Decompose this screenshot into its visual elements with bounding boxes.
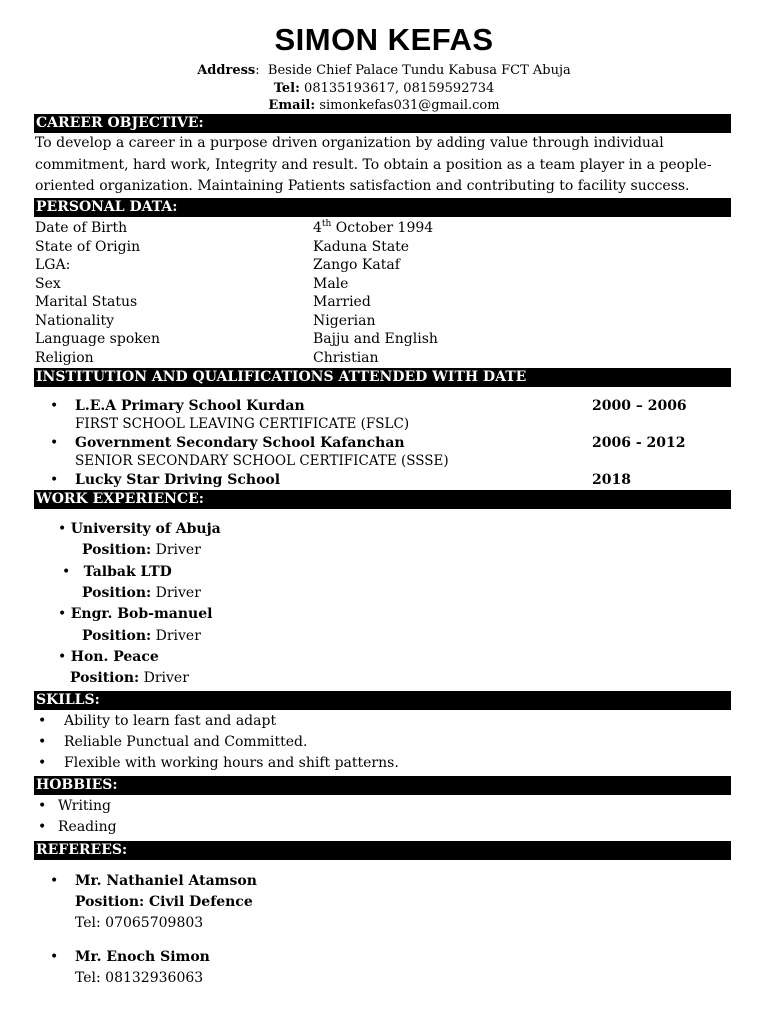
school-name: Lucky Star Driving School — [75, 472, 281, 488]
work-employer — [58, 519, 221, 540]
email-value[interactable]: simonkefas031@gmail.com — [319, 98, 500, 113]
work-employer — [58, 647, 159, 668]
referee-bullet — [50, 871, 58, 892]
position-label: Position: — [82, 542, 152, 558]
referee-name: Mr. Enoch Simon — [75, 949, 210, 965]
position-label: Position: — [82, 585, 152, 601]
bullet-icon: • — [38, 713, 47, 729]
personal-row — [35, 238, 725, 257]
certificate-name: FIRST SCHOOL LEAVING CERTIFICATE (FSLC) — [75, 416, 410, 432]
referee-name: Mr. Nathaniel Atamson — [75, 873, 257, 889]
career-line: To develop a career in a purpose driven organization by adding value through individual — [35, 135, 664, 151]
skill-text: Flexible with working hours and shift patterns. — [64, 755, 399, 771]
work-position — [82, 583, 201, 604]
personal-value: Bajju and English — [313, 331, 438, 347]
bullet-icon: • — [50, 398, 59, 414]
personal-value: Nigerian — [313, 312, 376, 329]
employer-name: University of Abuja — [70, 521, 221, 537]
personal-value: Male — [313, 275, 349, 292]
personal-value: Kaduna State — [313, 238, 410, 255]
bullet-icon: • — [50, 873, 59, 889]
personal-value: Christian — [313, 349, 379, 366]
referees-heading: REFEREES: — [34, 841, 731, 860]
email-line — [0, 97, 768, 115]
position-label: Position: — [82, 628, 152, 644]
school-date: 2018 — [592, 472, 631, 488]
school-date: 2000 – 2006 — [592, 398, 687, 414]
bullet-icon: • — [38, 734, 47, 750]
employer-name: Talbak LTD — [83, 564, 172, 580]
bullet-icon: • — [58, 649, 67, 665]
education-heading: INSTITUTION AND QUALIFICATIONS ATTENDED WITH DATE — [34, 368, 731, 387]
skills-heading: SKILLS: — [34, 691, 731, 710]
education-item — [50, 434, 730, 453]
bullet-icon: • — [62, 564, 71, 580]
education-item — [50, 471, 730, 490]
bullet-icon: • — [38, 819, 47, 835]
skill-text: Ability to learn fast and adapt — [64, 713, 277, 729]
personal-key: Language spoken — [35, 331, 161, 347]
tel-line — [0, 80, 768, 98]
referee-bullet — [50, 947, 58, 968]
bullet-icon: • — [50, 472, 59, 488]
personal-row — [35, 349, 725, 368]
personal-data-heading: PERSONAL DATA: — [34, 198, 731, 217]
work-position — [82, 626, 201, 647]
bullet-icon: • — [38, 755, 47, 771]
work-employer — [58, 604, 212, 625]
personal-key: Sex — [35, 275, 61, 292]
bullet-icon: • — [58, 606, 67, 622]
position-value: Driver — [143, 670, 189, 686]
hobbies-heading: HOBBIES: — [34, 776, 731, 795]
candidate-name: SIMON KEFAS — [274, 22, 494, 57]
referee-tel: Tel: 08132936063 — [75, 970, 204, 986]
certificate-name: SENIOR SECONDARY SCHOOL CERTIFICATE (SSSE) — [75, 453, 449, 469]
personal-key: State of Origin — [35, 238, 141, 255]
work-experience-heading: WORK EXPERIENCE: — [34, 490, 731, 509]
personal-key: Nationality — [35, 312, 114, 329]
education-item — [50, 397, 730, 416]
hobby-text: Writing — [58, 798, 112, 814]
personal-key: Marital Status — [35, 294, 138, 310]
school-name: L.E.A Primary School Kurdan — [75, 398, 305, 414]
address-value: Beside Chief Palace Tundu Kabusa FCT Abuja — [267, 63, 571, 78]
position-value: Driver — [155, 542, 201, 558]
referee-item — [75, 947, 210, 989]
referee-tel: Tel: 07065709803 — [75, 915, 204, 931]
bullet-icon: • — [50, 949, 59, 965]
school-name: Government Secondary School Kafanchan — [75, 435, 405, 451]
career-line: oriented organization. Maintaining Patients satisfaction and contributing to facility success. — [35, 178, 690, 194]
work-position — [82, 540, 201, 561]
personal-row — [35, 330, 725, 349]
school-date: 2006 - 2012 — [592, 435, 686, 451]
personal-value: 4th October 1994 — [313, 219, 434, 236]
personal-row — [35, 275, 725, 294]
employer-name: Hon. Peace — [70, 649, 159, 665]
address-label: Address — [197, 63, 256, 78]
work-position — [70, 668, 189, 689]
bullet-icon: • — [58, 521, 67, 537]
personal-key: Date of Birth — [35, 220, 128, 236]
personal-value: Married — [313, 294, 371, 310]
position-label: Position: — [70, 670, 140, 686]
employer-name: Engr. Bob-manuel — [70, 606, 213, 622]
personal-row — [35, 256, 725, 275]
bullet-icon: • — [38, 798, 47, 814]
referee-item — [75, 871, 257, 934]
personal-key: LGA: — [35, 257, 71, 273]
personal-key: Religion — [35, 349, 94, 366]
bullet-icon: • — [50, 435, 59, 451]
personal-row — [35, 293, 725, 312]
tel-value: 08135193617, 08159592734 — [304, 81, 495, 96]
position-value: Driver — [155, 628, 201, 644]
hobby-text: Reading — [58, 819, 117, 835]
tel-label: Tel: — [273, 81, 300, 96]
position-value: Driver — [155, 585, 201, 601]
personal-row — [35, 312, 725, 331]
address-line: Address: Beside Chief Palace Tundu Kabusa FCT Abuja — [197, 63, 571, 78]
personal-row-dob — [35, 219, 725, 238]
personal-value: Zango Kataf — [313, 257, 400, 273]
career-objective-text — [35, 133, 735, 198]
work-employer — [62, 562, 172, 583]
skill-text: Reliable Punctual and Committed. — [64, 734, 308, 750]
career-line: commitment, hard work, Integrity and result. To obtain a position as a team player in a people- — [35, 156, 712, 173]
email-label: Email: — [268, 98, 316, 113]
career-objective-heading: CAREER OBJECTIVE: — [34, 114, 731, 133]
referee-position: Position: Civil Defence — [75, 894, 253, 910]
